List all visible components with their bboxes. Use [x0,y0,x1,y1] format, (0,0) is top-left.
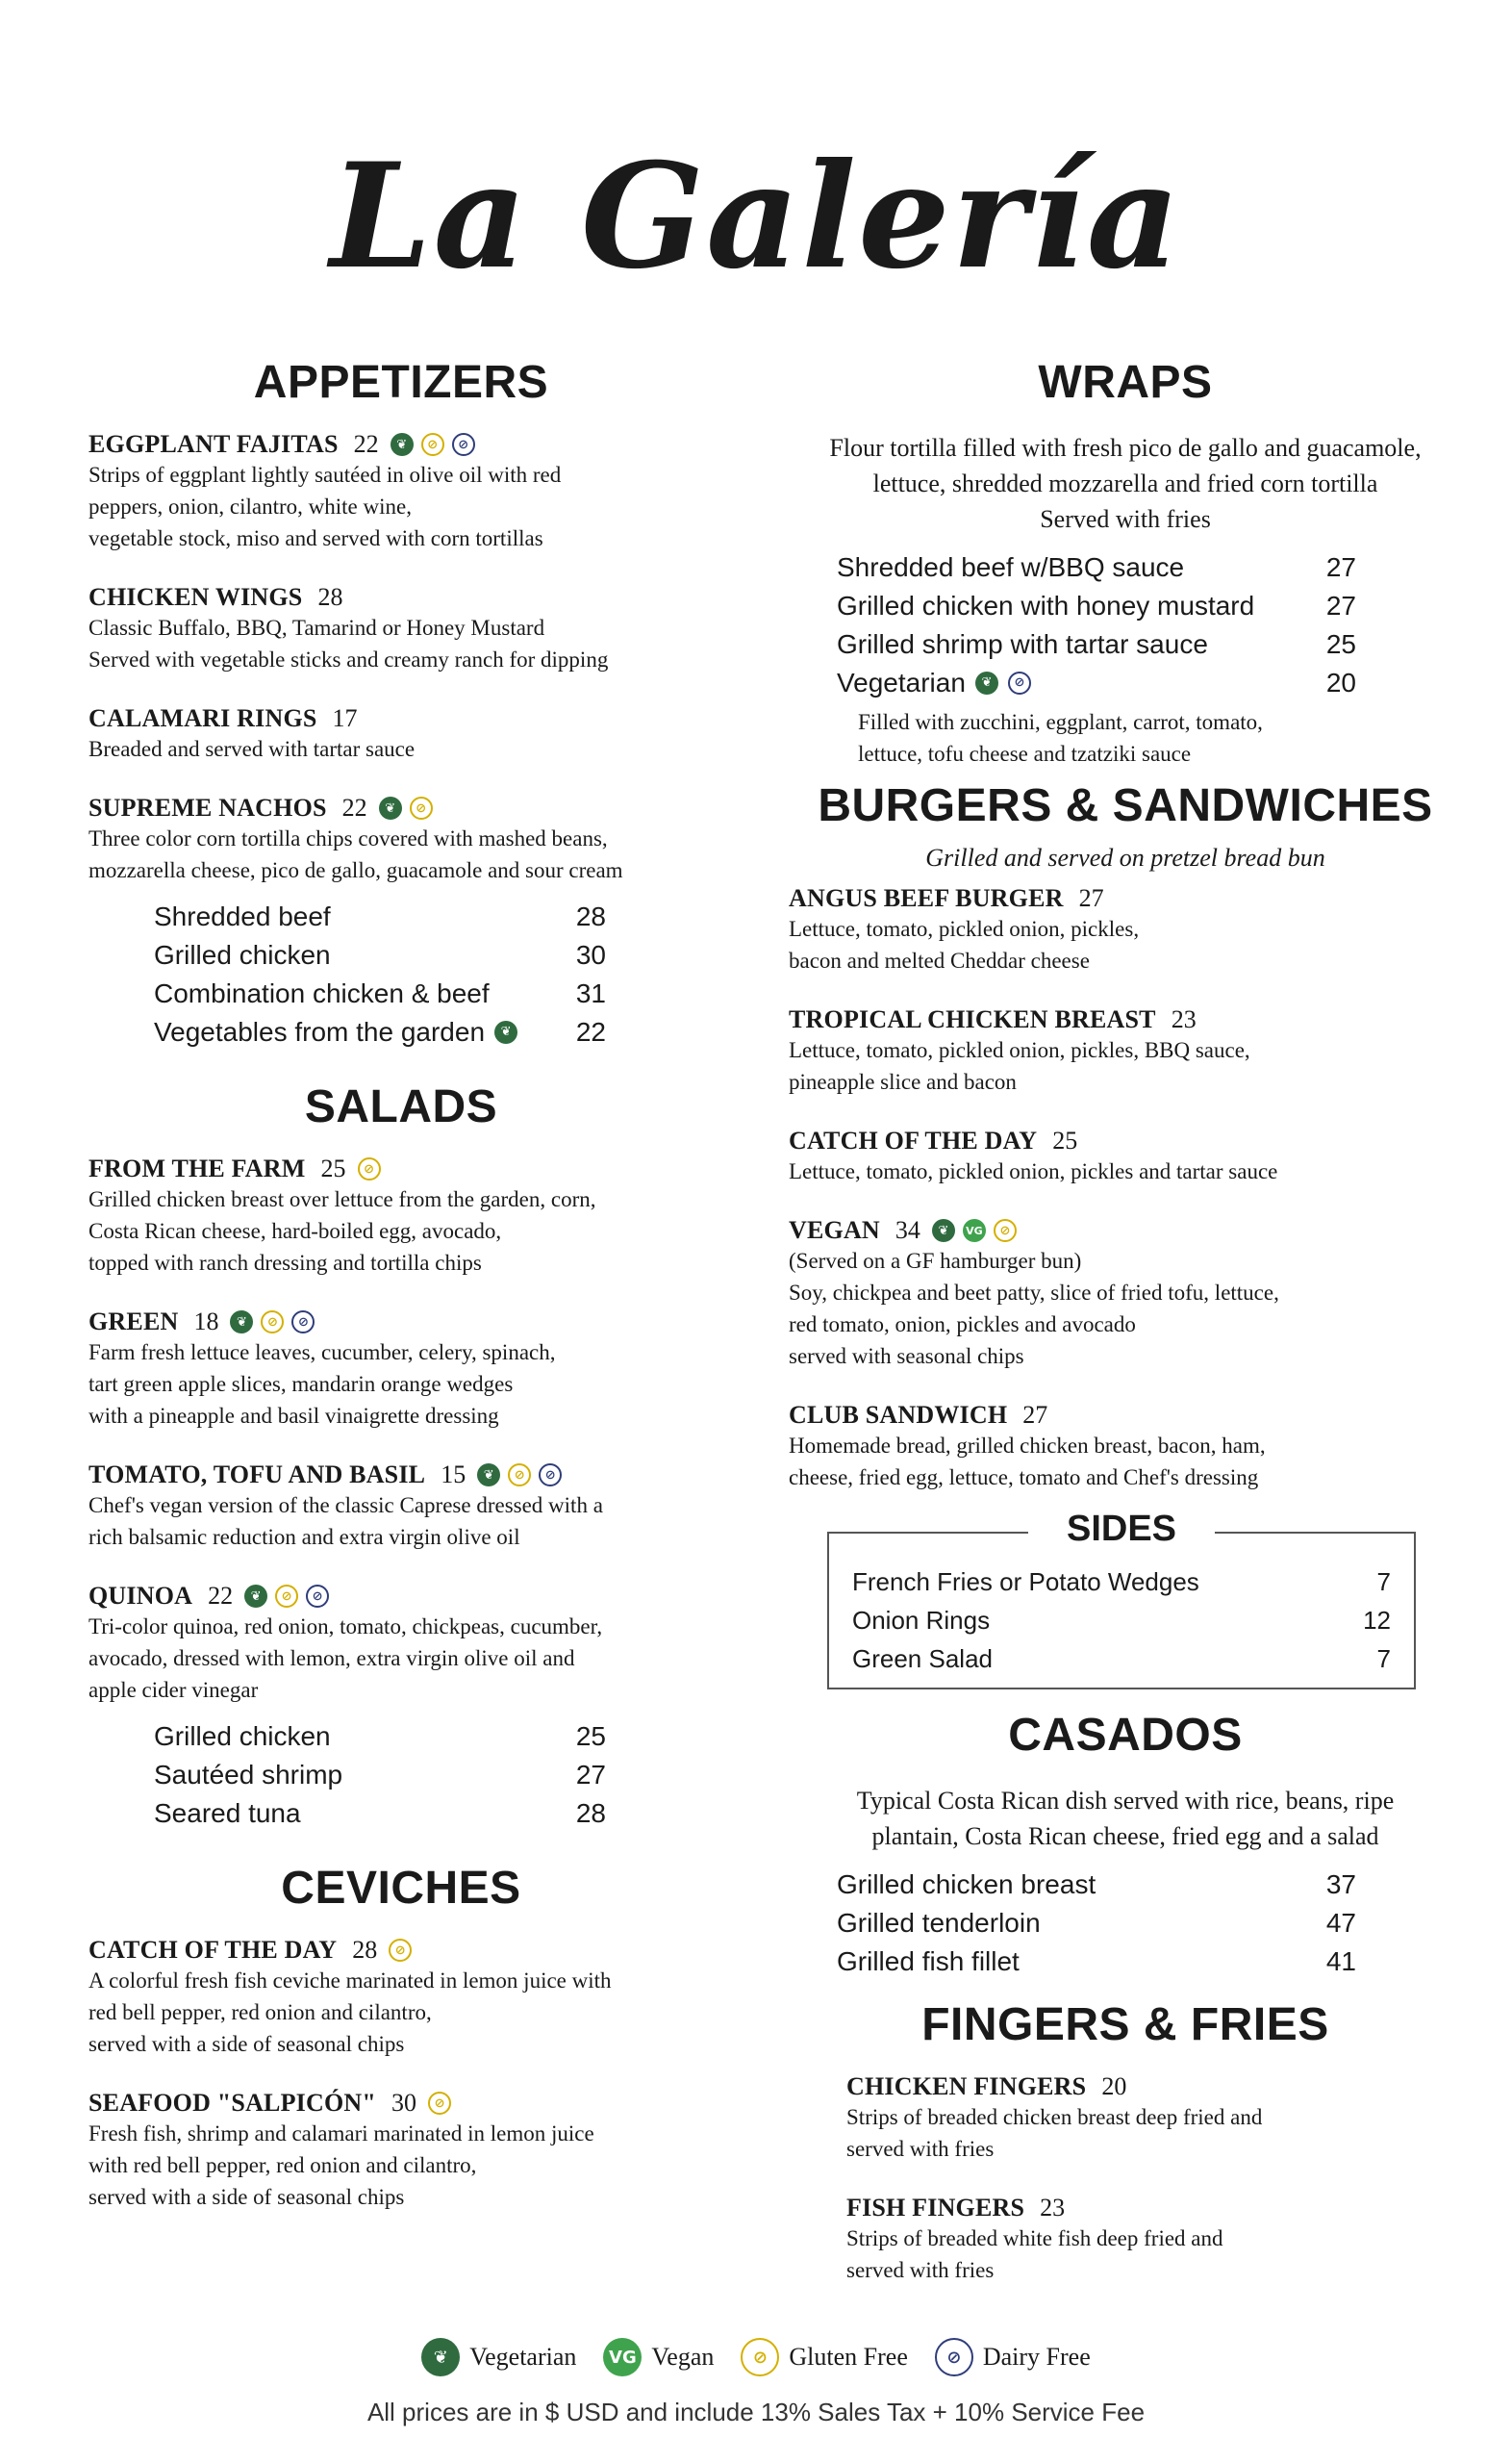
section-title: APPETIZERS [253,357,549,408]
casados-section [789,1709,1462,1981]
vg-icon: VG [603,2338,642,2376]
option-price: 47 [1325,1908,1356,1938]
section-title: BURGERS & SANDWICHES [818,780,1433,831]
option-row [837,664,1356,702]
item-price: 23 [1040,2194,1066,2222]
salads-section [88,1080,714,1833]
option-price: 12 [1363,1606,1391,1635]
menu-item [88,2089,714,2213]
wheat-crossed-icon: ⊘ [358,1157,381,1181]
leaf-icon: ❦ [932,1219,955,1242]
appetizers-section [88,356,714,1052]
option-price: 28 [575,1798,606,1828]
option-price: 28 [575,901,606,931]
menu-item [88,1308,714,1432]
item-options [154,1717,606,1833]
option-price: 27 [1325,591,1356,621]
item-name: SUPREME NACHOS [88,794,327,822]
menu-item [88,1582,714,1833]
option-label: Combination chicken & beef [154,978,490,1008]
item-description: Tri-color quinoa, red onion, tomato, chickpeas, cucumber, avocado, dressed with lemon, extra virgin olive oil and apple cider vinegar [88,1614,603,1702]
option-label: Vegetarian [837,668,966,698]
section-title: WRAPS [1038,357,1213,408]
menu-item [88,1936,714,2060]
option-row [154,1756,606,1794]
option-row [154,1794,606,1833]
item-description: Three color corn tortilla chips covered with mashed beans, mozzarella cheese, pico de gallo, guacamole and sour cream [88,826,623,882]
option-label: Sautéed shrimp [154,1760,343,1790]
menu-item [88,704,714,765]
bottle-crossed-icon: ⊘ [291,1310,315,1333]
leaf-icon: ❦ [230,1310,253,1333]
menu-item [88,794,714,1052]
option-label: Grilled chicken [154,940,331,970]
option-label: Seared tuna [154,1798,301,1828]
option-label: Grilled shrimp with tartar sauce [837,629,1208,659]
item-price: 28 [317,583,343,611]
item-description: Strips of breaded chicken breast deep fried and served with fries [846,2105,1263,2161]
option-row [154,1717,606,1756]
item-name: ANGUS BEEF BURGER [789,884,1064,912]
wheat-crossed-icon: ⊘ [741,2338,779,2376]
menu-item [846,2194,1462,2286]
section-intro: Typical Costa Rican dish served with rice, beans, ripe plantain, Costa Rican cheese, fried egg and a salad [856,1787,1395,1850]
menu-item [789,1005,1462,1098]
item-name: CLUB SANDWICH [789,1401,1008,1429]
wraps-section [789,356,1462,770]
option-price: 25 [575,1721,606,1751]
option-price: 27 [1325,552,1356,582]
item-description: Farm fresh lettuce leaves, cucumber, celery, spinach, tart green apple slices, mandarin orange wedges with a pineapple and basil vinaigrette dressing [88,1340,556,1428]
option-price: 22 [575,1017,606,1047]
item-price: 22 [353,430,379,458]
left-column [88,356,714,2242]
section-title: FINGERS & FRIES [921,1999,1329,2050]
item-description: Lettuce, tomato, pickled onion, pickles, BBQ sauce, pineapple slice and bacon [789,1038,1250,1094]
option-row [837,587,1356,625]
item-price: 17 [332,704,358,732]
menu-item [789,1216,1462,1372]
option-price: 7 [1376,1567,1391,1596]
ceviches-section [88,1862,714,2213]
item-description: Lettuce, tomato, pickled onion, pickles and tartar sauce [789,1159,1278,1183]
option-price: 27 [575,1760,606,1790]
section-intro: Flour tortilla filled with fresh pico de gallo and guacamole, lettuce, shredded mozzarella and fried corn tortilla Served with fries [829,434,1422,533]
option-label: Green Salad [852,1644,993,1673]
item-name: EGGPLANT FAJITAS [88,430,339,458]
burgers-section [789,779,1462,1493]
item-price: 27 [1078,884,1104,912]
wheat-crossed-icon: ⊘ [389,1939,412,1962]
vg-icon: VG [963,1219,986,1242]
option-label: Grilled tenderloin [837,1908,1041,1938]
option-price: 41 [1325,1946,1356,1976]
section-title: CASADOS [1008,1710,1243,1761]
section-title: CEVICHES [281,1863,521,1914]
wheat-crossed-icon: ⊘ [421,433,444,456]
option-price: 30 [575,940,606,970]
legend-item [935,2338,1091,2376]
option-row [837,1942,1356,1981]
leaf-icon: ❦ [244,1585,267,1608]
legend-label: Gluten Free [789,2343,908,2371]
option-row [852,1639,1391,1678]
option-row [837,548,1356,587]
item-price: 25 [320,1155,346,1182]
section-title: SIDES [1028,1509,1215,1550]
legend-item [741,2338,907,2376]
legend-label: Vegetarian [469,2343,577,2371]
item-name: FROM THE FARM [88,1155,306,1182]
option-price: 20 [1325,668,1356,698]
option-price: 37 [1325,1869,1356,1899]
bottle-crossed-icon: ⊘ [539,1463,562,1486]
item-name: CHICKEN FINGERS [846,2072,1087,2100]
legend-item [421,2338,576,2376]
menu-item [88,430,714,554]
wheat-crossed-icon: ⊘ [410,797,433,820]
item-description: Homemade bread, grilled chicken breast, bacon, ham, cheese, fried egg, lettuce, tomato and Chef's dressing [789,1434,1266,1489]
option-row [154,936,606,975]
item-name: TROPICAL CHICKEN BREAST [789,1005,1156,1033]
item-description: Classic Buffalo, BBQ, Tamarind or Honey Mustard Served with vegetable sticks and creamy ranch for dipping [88,616,609,672]
leaf-icon: ❦ [975,672,998,695]
option-label: Grilled chicken [154,1721,331,1751]
menu-item [88,583,714,675]
bottle-crossed-icon: ⊘ [306,1585,329,1608]
option-label: Onion Rings [852,1606,991,1635]
menu-item [846,2072,1462,2165]
leaf-icon: ❦ [421,2338,460,2376]
option-label: Grilled chicken breast [837,1869,1096,1899]
item-name: TOMATO, TOFU AND BASIL [88,1460,426,1488]
bottle-crossed-icon: ⊘ [452,433,475,456]
option-row [154,898,606,936]
casados-options [837,1866,1356,1981]
section-title: SALADS [304,1081,498,1132]
leaf-icon: ❦ [494,1021,517,1044]
option-label: Vegetables from the garden [154,1017,486,1047]
item-name: QUINOA [88,1582,193,1610]
option-price: 31 [575,978,606,1008]
menu-item [789,1127,1462,1187]
item-name: GREEN [88,1308,179,1335]
item-price: 25 [1052,1127,1078,1155]
option-label: Grilled chicken with honey mustard [837,591,1255,621]
item-description: Strips of eggplant lightly sautéed in olive oil with red peppers, onion, cilantro, white wine, vegetable stock, miso and served with corn tortillas [88,463,562,550]
item-name: SEAFOOD "SALPICÓN" [88,2089,377,2117]
leaf-icon: ❦ [477,1463,500,1486]
leaf-icon: ❦ [391,433,414,456]
item-price: 28 [352,1936,378,1964]
item-price: 22 [208,1582,234,1610]
item-name: FISH FINGERS [846,2194,1025,2222]
item-description: Breaded and served with tartar sauce [88,737,416,761]
item-description: Grilled chicken breast over lettuce from the garden, corn, Costa Rican cheese, hard-boiled egg, avocado, topped with ranch dressing and tortilla chips [88,1187,596,1275]
wheat-crossed-icon: ⊘ [428,2092,451,2115]
option-label: Shredded beef [154,901,331,931]
bottle-crossed-icon: ⊘ [1008,672,1031,695]
item-price: 15 [441,1460,466,1488]
item-name: CHICKEN WINGS [88,583,303,611]
item-name: VEGAN [789,1216,880,1244]
option-price: 25 [1325,629,1356,659]
item-price: 20 [1101,2072,1127,2100]
legend-label: Vegan [651,2343,715,2371]
option-row [837,1866,1356,1904]
legend-label: Dairy Free [982,2343,1091,2371]
option-label: French Fries or Potato Wedges [852,1567,1199,1596]
item-price: 22 [341,794,367,822]
item-options [154,898,606,1052]
wheat-crossed-icon: ⊘ [261,1310,284,1333]
item-price: 30 [391,2089,417,2117]
vegetarian-wrap-description: Filled with zucchini, eggplant, carrot, tomato, lettuce, tofu cheese and tzatziki sauce [858,710,1263,766]
restaurant-title: La Galería [330,132,1182,301]
item-price: 23 [1171,1005,1197,1033]
item-price: 27 [1022,1401,1048,1429]
wheat-crossed-icon: ⊘ [994,1219,1017,1242]
menu-item [88,1460,714,1553]
item-description: (Served on a GF hamburger bun) Soy, chickpea and beet patty, slice of fried tofu, lettuce, red tomato, onion, pickles and avocado served with seasonal chips [789,1249,1279,1368]
sides-options [852,1562,1391,1678]
sides-box [827,1509,1416,1689]
option-row [852,1601,1391,1639]
option-label: Shredded beef w/BBQ sauce [837,552,1185,582]
leaf-icon: ❦ [379,797,402,820]
wheat-crossed-icon: ⊘ [275,1585,298,1608]
price-footnote: All prices are in $ USD and include 13% Sales Tax + 10% Service Fee [366,2398,1146,2426]
legend-item [603,2338,714,2376]
menu-item [88,1155,714,1279]
item-price: 18 [193,1308,219,1335]
option-row [837,625,1356,664]
option-price: 7 [1376,1644,1391,1673]
item-description: Chef's vegan version of the classic Caprese dressed with a rich balsamic reduction and extra virgin olive oil [88,1493,603,1549]
menu-item [789,1401,1462,1493]
item-description: Fresh fish, shrimp and calamari marinated in lemon juice with red bell pepper, red onion and cilantro, served with a side of seasonal chips [88,2121,594,2209]
option-row [837,1904,1356,1942]
option-row [154,975,606,1013]
right-column [789,356,1462,2315]
fingers-section [789,1998,1462,2286]
item-description: Strips of breaded white fish deep fried and served with fries [846,2226,1223,2282]
section-subtitle: Grilled and served on pretzel bread bun [925,844,1325,872]
item-name: CATCH OF THE DAY [789,1127,1038,1155]
wheat-crossed-icon: ⊘ [508,1463,531,1486]
item-description: A colorful fresh fish ceviche marinated in lemon juice with red bell pepper, red onion and cilantro, served with a side of seasonal chips [88,1968,612,2056]
option-row [852,1562,1391,1601]
dietary-legend [0,2338,1512,2376]
bottle-crossed-icon: ⊘ [935,2338,973,2376]
item-name: CATCH OF THE DAY [88,1936,338,1964]
menu-item [789,884,1462,977]
option-label: Grilled fish fillet [837,1946,1020,1976]
option-row [154,1013,606,1052]
wraps-options [837,548,1356,702]
item-price: 34 [895,1216,920,1244]
item-name: CALAMARI RINGS [88,704,317,732]
item-description: Lettuce, tomato, pickled onion, pickles, bacon and melted Cheddar cheese [789,917,1140,973]
